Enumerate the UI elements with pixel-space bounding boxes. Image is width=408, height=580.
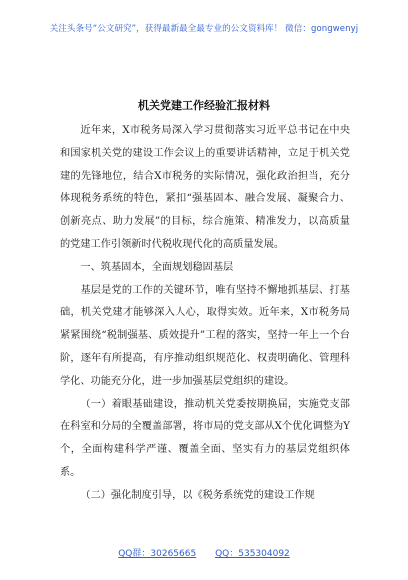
paragraph-subsection-1: （一）着眼基础建设，推动机关党委按期换届，实施党支部在科室和分局的全覆盖部署，将市局的党支部从X个优化调整为Y个，全面构建科学严谨、覆盖全面、坚实有力的基层党组织体系。 xyxy=(60,398,350,478)
paragraph-intro: 近年来，X市税务局深入学习贯彻落实习近平总书记在中央和国家机关党的建设工作会议上的重要讲话精神，立足于机关党建的先锋地位，结合X市税务的实际情况，强化政治担当，充分体现税务系统的特色，紧扣“强基固本、融合发展、凝聚合力、创新亮点、助力发展”的目标，综合施策、精准发力，以高质量的党建工作引领新时代税收现代化的高质量发展。 xyxy=(60,125,350,250)
footer-qq-group[interactable]: QQ群：30265665 xyxy=(118,549,197,559)
paragraph-subsection-2: （二）强化制度引导，以《税务系统党的建设工作规 xyxy=(80,489,315,501)
document-title: 机关党建工作经验汇报材料 xyxy=(138,99,270,112)
footer-qq-number[interactable]: QQ：535304092 xyxy=(215,549,290,559)
paragraph-section-1: 基层是党的工作的关键环节，唯有坚持不懈地抓基层、打基础，机关党建才能够深入人心，取得实效。近年来，X市税务局紧紧围绕“税制强基、质效提升”工程的落实，坚持一年上一个台阶，逐年有所提高，有序推动组织规范化、权责明确化、管理科学化、功能充分化，进一步加强基层党组织的建设。 xyxy=(60,284,350,387)
section-heading-1: 一、筑基固本，全面规划稳固基层 xyxy=(80,261,234,273)
document-body xyxy=(60,120,350,508)
header-banner: 关注头条号“公文研究”，获得最新最全最专业的公文资料库！ 微信：gongwenyj xyxy=(49,24,359,34)
footer-contact xyxy=(0,546,408,559)
